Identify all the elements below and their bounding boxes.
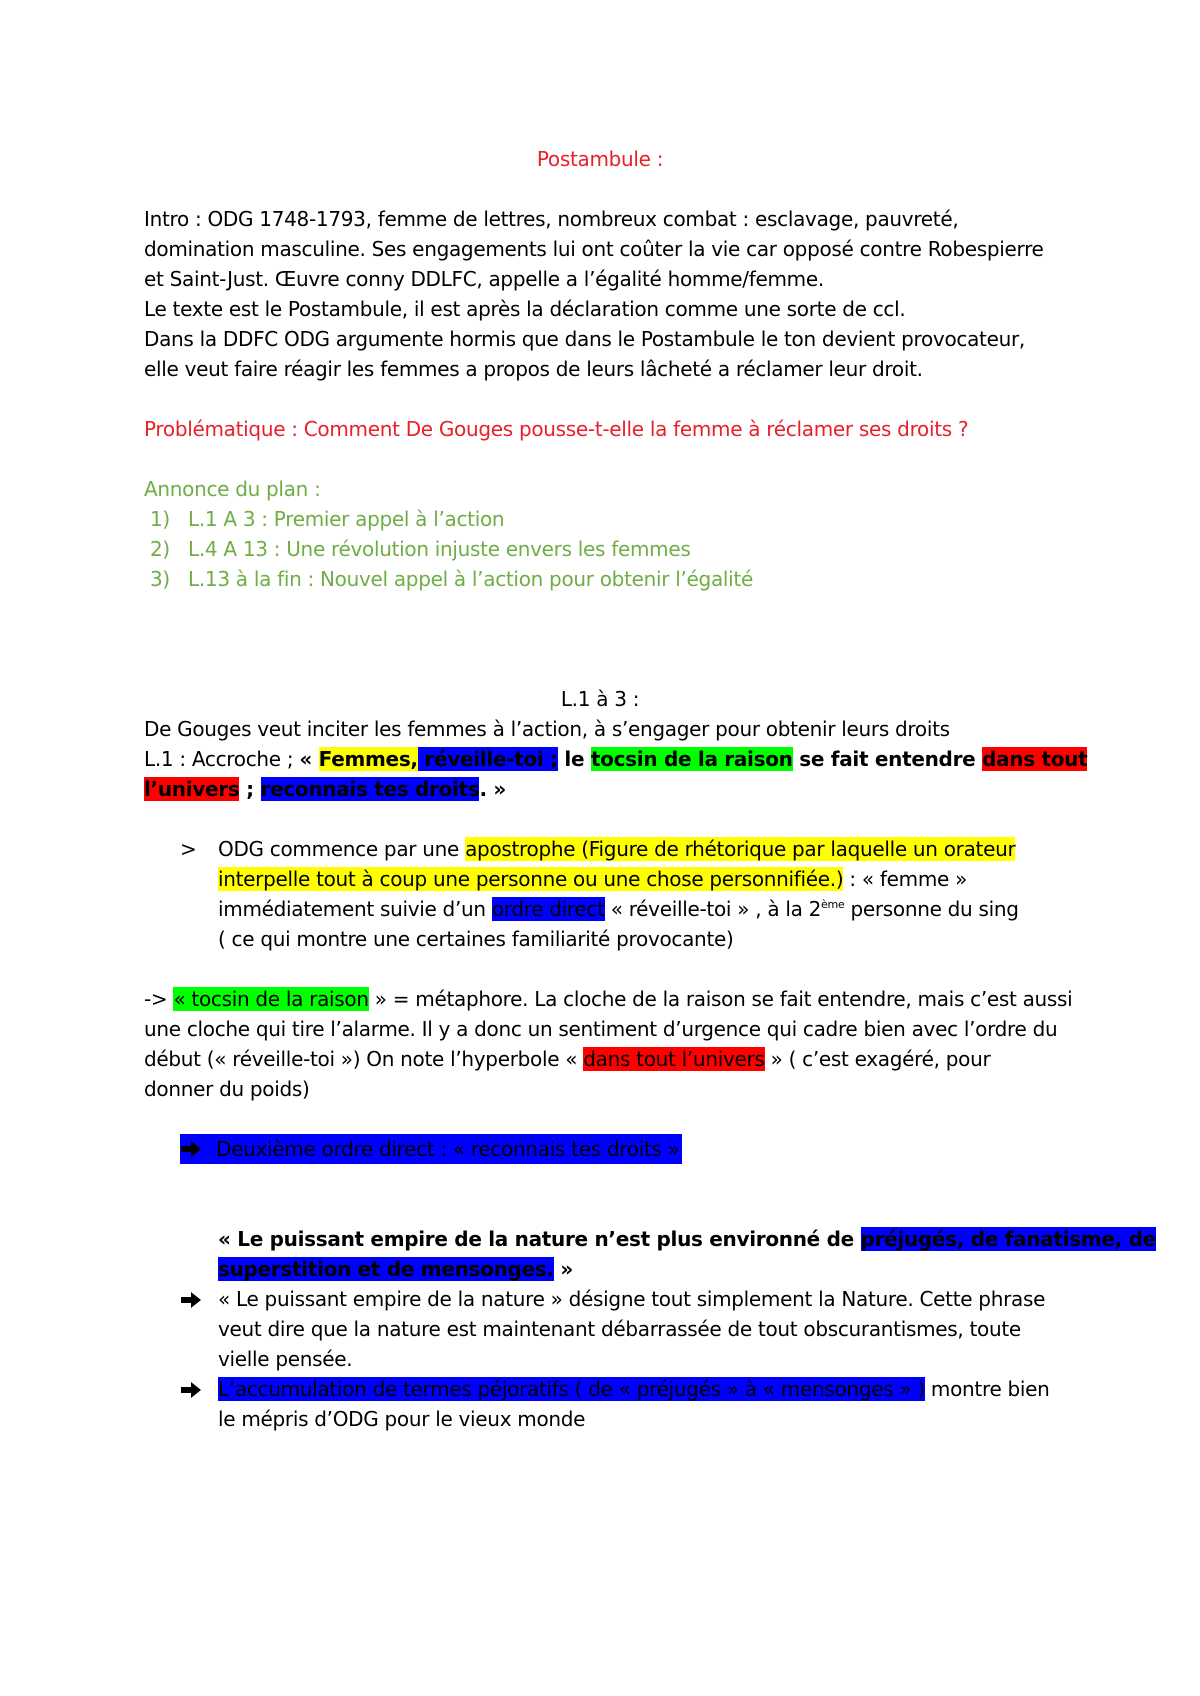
plan-item-number: 2) [150,537,170,561]
apostrophe-line [218,834,1015,864]
plan-item: L.4 A 13 : Une révolution injuste envers les femmes [188,537,691,561]
apostrophe-line [218,864,967,894]
bullet-marker: > [180,837,197,861]
highlight-reveille: réveille-toi ; [417,747,558,771]
highlight-dans-tout: dans tout [982,747,1088,771]
plan-item: L.1 A 3 : Premier appel à l’action [188,507,505,531]
highlight-accumulation: L’accumulation de termes péjoratifs ( de « préjugés » à « mensonges » ) [218,1377,925,1401]
intro-line: Dans la DDFC ODG argumente hormis que dans le Postambule le ton devient provocateur, [144,327,1025,351]
text-span: ODG commence par une [218,837,466,861]
quote-open: « [299,747,319,771]
text-span: immédiatement suivie d’un [218,897,492,921]
right-arrow-icon [180,1139,202,1159]
highlight-femmes: Femmes, [318,747,418,771]
plan-item: L.13 à la fin : Nouvel appel à l’action pour obtenir l’égalité [188,567,753,591]
point-line: « Le puissant empire de la nature » désigne tout simplement la Nature. Cette phrase [218,1287,1046,1311]
highlight-reconnais: reconnais tes droits [260,777,480,801]
quote-line [144,774,506,804]
plan-item-number: 3) [150,567,170,591]
intro-line: et Saint-Just. Œuvre conny DDLFC, appelle a l’égalité homme/femme. [144,267,824,291]
text-span: : « femme » [843,867,967,891]
text-span: » = métaphore. La cloche de la raison se fait entendre, mais c’est aussi [368,987,1073,1011]
quote2-line [218,1224,1156,1254]
highlight-ordre-direct: ordre direct [491,897,605,921]
quote-prefix: L.1 : Accroche ; [144,747,300,771]
quote2-line [218,1254,573,1284]
highlight-apostrophe-def: interpelle tout à coup une personne ou une chose personnifiée.) [218,867,844,891]
intro-line: Intro : ODG 1748-1793, femme de lettres, nombreux combat : esclavage, pauvreté, [144,207,959,231]
text-span: montre bien [924,1377,1050,1401]
tocsin-line: une cloche qui tire l’alarme. Il y a donc un sentiment d’urgence qui cadre bien avec l’ordre du [144,1017,1058,1041]
text-span: personne du sing [844,897,1019,921]
problematique: Problématique : Comment De Gouges pousse-t-elle la femme à réclamer ses droits ? [144,417,969,441]
quote-text: ; [239,777,261,801]
section-title: L.1 à 3 : [560,687,640,711]
highlight-univers: l’univers [144,777,240,801]
highlight-prejuges: préjugés, de fanatisme, de [860,1227,1156,1251]
quote-text: se fait entendre [792,747,983,771]
point-line [218,1374,1050,1404]
section-subtitle: De Gouges veut inciter les femmes à l’action, à s’engager pour obtenir leurs droits [144,717,950,741]
point-line: vielle pensée. [218,1347,353,1371]
text-span: début (« réveille-toi ») On note l’hyperbole « [144,1047,584,1071]
text-span: « Le puissant empire de la nature n’est plus environné de [218,1227,861,1251]
deuxieme-ordre-line [180,1134,682,1164]
tocsin-line [144,1044,990,1074]
text-span: « réveille-toi » , à la 2 [604,897,822,921]
plan-heading: Annonce du plan : [144,477,321,501]
apostrophe-line: ( ce qui montre une certaines familiarité provocante) [218,927,734,951]
tocsin-line: donner du poids) [144,1077,310,1101]
point-line: le mépris d’ODG pour le vieux monde [218,1407,586,1431]
quote-text: le [557,747,591,771]
point-line: veut dire que la nature est maintenant débarrassée de tout obscurantismes, toute [218,1317,1021,1341]
apostrophe-line [218,894,1019,924]
text-span: » [553,1257,574,1281]
intro-line: elle veut faire réagir les femmes a propos de leurs lâcheté a réclamer leur droit. [144,357,923,381]
highlight-tocsin: « tocsin de la raison [173,987,369,1011]
highlight-superstition: superstition et de mensonges. [218,1257,554,1281]
right-arrow-icon [180,1289,202,1311]
tocsin-line [144,984,1072,1014]
text-span: -> [144,987,174,1011]
highlight-hyperbole: dans tout l’univers [583,1047,765,1071]
quote-line [144,744,1087,774]
highlight-tocsin: tocsin de la raison [590,747,793,771]
plan-item-number: 1) [150,507,170,531]
intro-line: Le texte est le Postambule, il est après la déclaration comme une sorte de ccl. [144,297,906,321]
highlight-apostrophe: apostrophe (Figure de rhétorique par laquelle un orateur [465,837,1016,861]
text-span: » ( c’est exagéré, pour [764,1047,991,1071]
superscript: ème [821,898,845,911]
intro-line: domination masculine. Ses engagements lui ont coûter la vie car opposé contre Robespierre [144,237,1044,261]
quote-close: . » [479,777,507,801]
deuxieme-ordre-text: Deuxième ordre direct : « reconnais tes droits » [216,1137,680,1161]
page-title: Postambule : [536,147,664,171]
right-arrow-icon [180,1379,202,1401]
